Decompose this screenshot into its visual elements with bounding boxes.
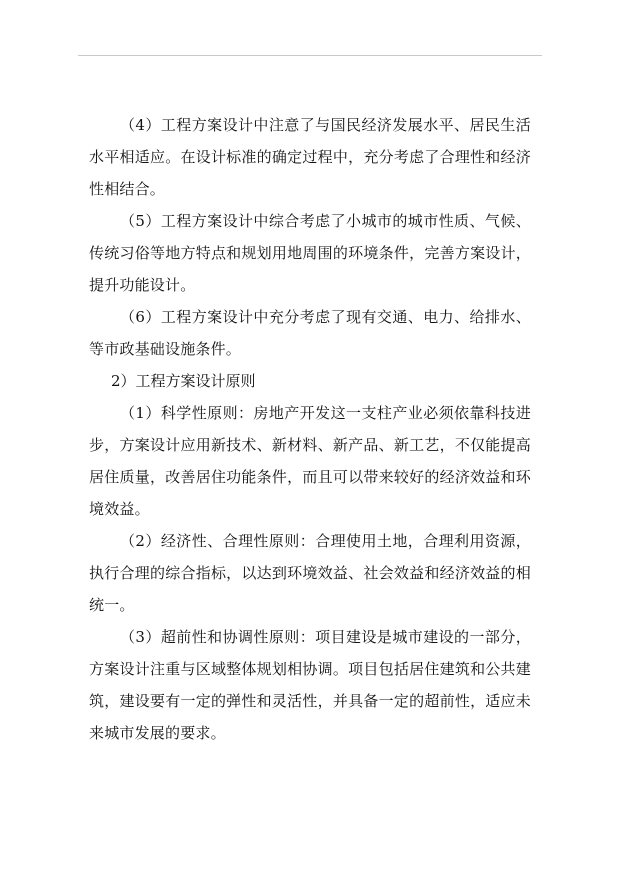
principle-scientific: （1）科学性原则：房地产开发这一支柱产业必须依靠科技进步，方案设计应用新技术、新材料、新产品、新工艺，不仅能提高居住质量，改善居住功能条件，而且可以带来较好的经济效益和环境效益。: [89, 404, 531, 518]
document-body: [89, 109, 531, 749]
principle-forward-looking: （3）超前性和协调性原则：项目建设是城市建设的一部分，方案设计注重与区域整体规划相协调。项目包括居住建筑和公共建筑，建设要有一定的弹性和灵活性，并具备一定的超前性，适应未来城市发展的要求。: [89, 628, 531, 742]
paragraph-5: （5）工程方案设计中综合考虑了小城市的城市性质、气候、传统习俗等地方特点和规划用地周围的环境条件，完善方案设计，提升功能设计。: [89, 212, 531, 294]
section-heading: 2）工程方案设计原则: [111, 372, 256, 390]
paragraph-6: （6）工程方案设计中充分考虑了现有交通、电力、给排水、等市政基础设施条件。: [89, 308, 531, 358]
paragraph-4: （4）工程方案设计中注意了与国民经济发展水平、居民生活水平相适应。在设计标准的确定过程中，充分考虑了合理性和经济性相结合。: [89, 116, 531, 198]
principle-economic: （2）经济性、合理性原则：合理使用土地，合理利用资源，执行合理的综合指标，以达到环境效益、社会效益和经济效益的相统一。: [89, 532, 531, 614]
header-rule: [78, 55, 542, 56]
